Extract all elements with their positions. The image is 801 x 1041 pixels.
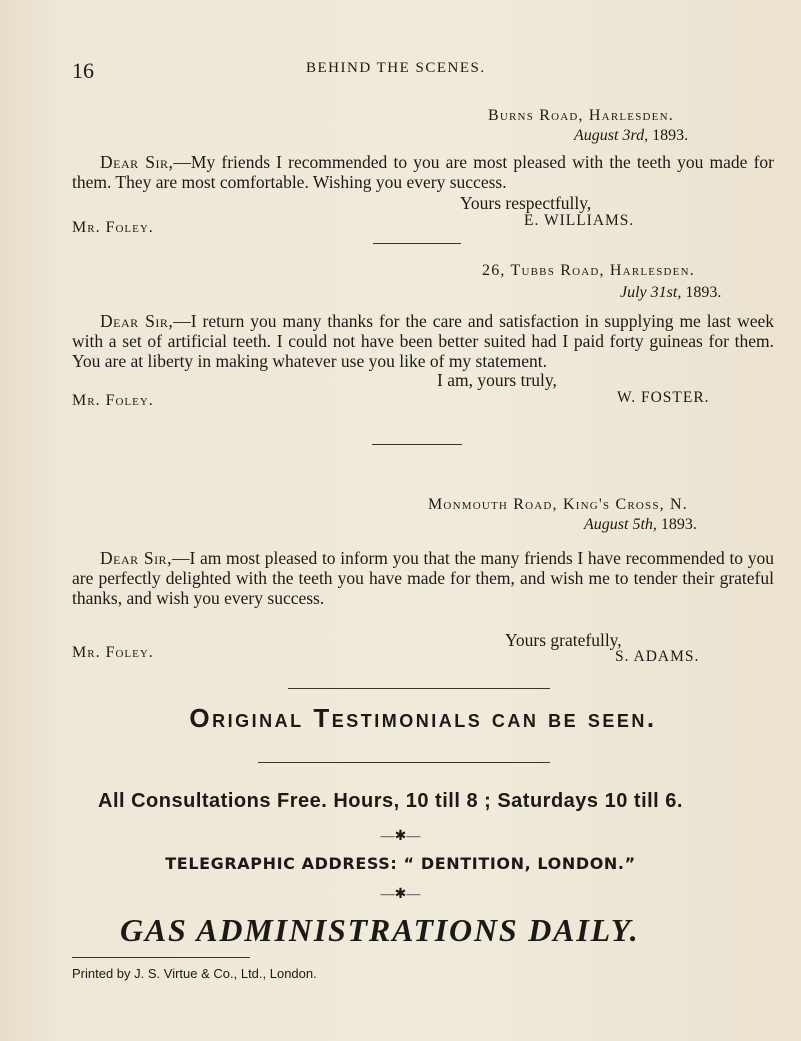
letter-3-address: Monmouth Road, King's Cross, N. — [428, 496, 688, 513]
letter-2-address: 26, Tubbs Road, Harlesden. — [482, 262, 695, 279]
consultations-notice: All Consultations Free. Hours, 10 till 8 ; Saturdays 10 till 6. — [98, 790, 683, 812]
letter-2-body: Dear Sir,—I return you many thanks for the care and satisfaction in supplying me last week with a set of artificial teeth. I could not have been better suited had I paid forty guineas for them. You are at liberty in making whatever use you like of my statement. — [72, 311, 775, 371]
letter-1-body: Dear Sir,—My friends I recommended to you are most pleased with the teeth you made for them. They are most comfortable. Wishing you every success. — [72, 152, 774, 192]
divider — [72, 957, 250, 958]
letter-3-signature: S. ADAMS. — [615, 648, 700, 665]
ornament-divider: —✱— — [380, 829, 421, 844]
letter-2-signature: W. FOSTER. — [617, 389, 710, 406]
letter-1-addressee: Mr. Foley. — [72, 219, 154, 236]
letter-3-body: Dear Sir,—I am most pleased to inform you that the many friends I have recommended to you are perfectly delighted with the teeth you have made for them, and wish me to tender their grateful thanks, and wish you every success. — [72, 548, 775, 608]
letter-1-date: August 3rd, 1893. — [574, 127, 689, 144]
divider — [373, 243, 461, 244]
printer-imprint: Printed by J. S. Virtue & Co., Ltd., London. — [72, 966, 317, 981]
telegraphic-address: TELEGRAPHIC ADDRESS: “ DENTITION, LONDON.” — [165, 854, 636, 873]
letter-1-signature: E. WILLIAMS. — [524, 212, 635, 229]
letter-2-closing: I am, yours truly, — [437, 370, 557, 390]
divider — [288, 688, 550, 689]
letter-2-addressee: Mr. Foley. — [72, 392, 154, 409]
divider — [372, 444, 462, 445]
letter-1-closing: Yours respectfully, — [460, 193, 592, 213]
testimonials-headline: Original Testimonials can be seen. — [189, 703, 657, 733]
page-number: 16 — [72, 58, 94, 83]
letter-3-addressee: Mr. Foley. — [72, 644, 154, 661]
divider — [258, 762, 550, 763]
running-head: BEHIND THE SCENES. — [306, 60, 486, 76]
gas-administrations-notice: GAS ADMINISTRATIONS DAILY. — [120, 912, 640, 948]
letter-3-date: August 5th, 1893. — [584, 516, 697, 533]
letter-2-date: July 31st, 1893. — [620, 284, 722, 301]
ornament-divider: —✱— — [380, 887, 421, 902]
letter-3-closing: Yours gratefully, — [505, 630, 622, 650]
letter-1-address: Burns Road, Harlesden. — [488, 107, 674, 124]
